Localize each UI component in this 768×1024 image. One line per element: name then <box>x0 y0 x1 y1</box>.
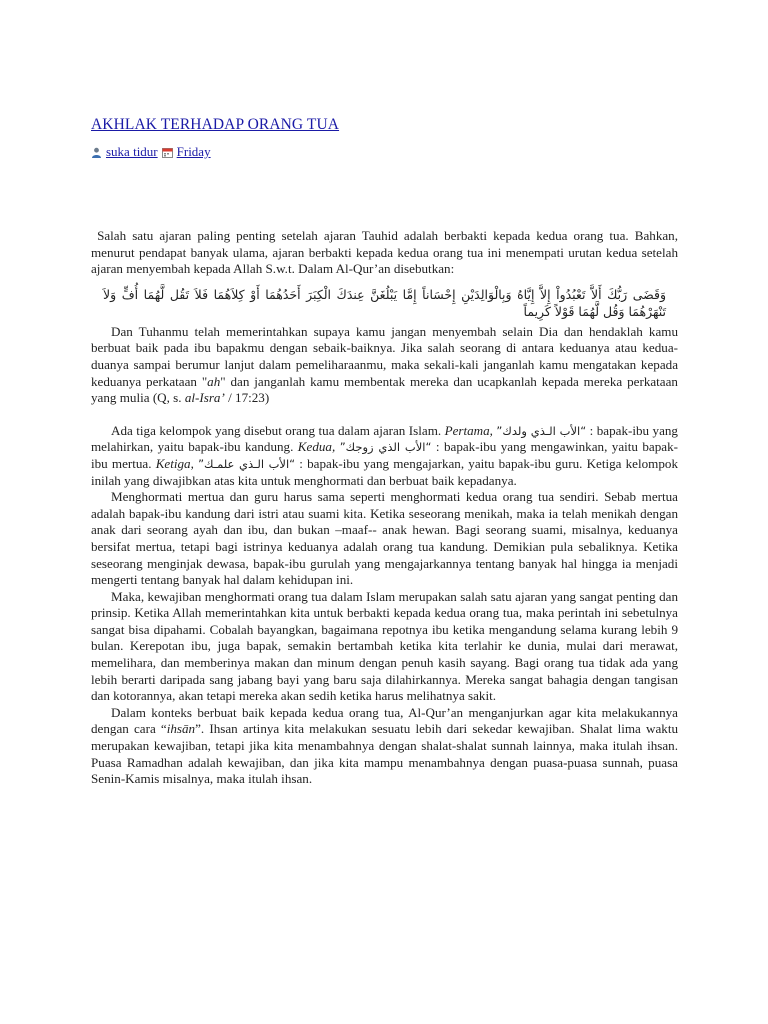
article-body <box>91 228 678 788</box>
calendar-icon <box>162 147 173 158</box>
paragraph-kewajiban: Maka, kewajiban menghormati orang tua dalam Islam merupakan salah satu ajaran yang sangat penting dan prinsip. Ketika Allah memerintahkan kita untuk berbakti kepada kedua orang tua, maka perintah ini sebetulnya sangat bisa dipahami. Cobalah bayangkan, bagaimana repotnya ibu ketika mengandung selama kurang lebih 9 bulan. Kerepotan ibu, juga bapak, semakin bertambah ketika kita terlahir ke dunia, mulai dari merawat, memelihara, dan memberinya makan dan minum dengan penuh kasih sayang. Bagi orang tua tidak ada yang lebih berarti daripada sang jabang bayi yang baru saja dilahirkannya. Mereka sangat bahagia dengan tangisan dan kotorannya, akan tetapi mereka akan sedih ketika harus melihatnya sakit. <box>91 588 678 704</box>
paragraph-intro: Salah satu ajaran paling penting setelah ajaran Tauhid adalah berbakti kepada kedua orang tua. Bahkan, menurut pendapat banyak ulama, ajaran berbakti kepada kedua orang tua ini menempati urutan kedua setelah ajaran menyembah kepada Allah S.w.t. Dalam Al-Qur’an disebutkan: <box>91 228 678 277</box>
author-link[interactable]: suka tidur <box>106 144 158 159</box>
paragraph-mertua-guru: Menghormati mertua dan guru harus sama seperti menghormati kedua orang tua sendiri. Sebab mertua adalah bapak-ibu kandung dari istri atau suami kita. Ketika seseorang menikah, maka ia telah menikah dengan anak dari seorang ayah dan ibu, dan bukan –maaf-- anak hewan. Bagi seorang suami, misalnya, keduanya bersifat mertua, tetapi bagi istrinya keduanya adalah orang tua kandung. Demikian pula sebaliknya. Ketika seseorang menginjak dewasa, bapak-ibu gurulah yang mengajarkannya tentang banyak hal hingga ia menjadi mengerti tentang banyak hal dalam kehidupan ini. <box>91 489 678 588</box>
quran-verse-arabic: وَقَضَى رَبُّكَ أَلاَّ تَعْبُدُواْ إِلاَّ إِيَّاهُ وَبِالْوَالِدَيْنِ إِحْسَاناً إِمَّا يَبْلُغَنَّ عِندَكَ الْكِبَرَ أَحَدُهُمَا أَوْ كِلاَهُمَا فَلاَ تَقُل لَّهُمَا أُفٍّ وَلاَ تَنْهَرْهُمَا وَقُل لَّهُمَا قَوْلاً كَرِيماً <box>103 286 666 319</box>
paragraph-three-groups: Ada tiga kelompok yang disebut orang tua dalam ajaran Islam. Pertama, “الأب الـذي ولدك” : bapak-ibu yang melahirkan, yaitu bapak-ibu kandung. Kedua, “الأب الذي زوجك” : bapak-ibu yang mengawinkan, yaitu bapak-ibu mertua. Ketiga, “الأب الـذي علمـك” : bapak-ibu yang mengajarkan, yaitu bapak-ibu guru. Ketiga kelompok inilah yang diwajibkan atas kita untuk menghormati dan berbuat baik kepadanya. <box>91 422 679 488</box>
date-link[interactable]: Friday <box>176 144 211 159</box>
post-title-link[interactable]: AKHLAK TERHADAP ORANG TUA <box>91 116 340 133</box>
user-icon <box>91 147 102 158</box>
post-meta <box>91 144 211 160</box>
paragraph-translation: Dan Tuhanmu telah memerintahkan supaya kamu jangan menyembah selain Dia dan hendaklah kamu berbuat baik pada ibu bapakmu dengan sebaik-baiknya. Jika salah seorang di antara keduanya atau kedua-duanya sampai berumur lanjut dalam pemeliharaanmu, maka sekali-kali janganlah kamu mengatakan kepada keduanya perkataan "ah" dan janganlah kamu membentak mereka dan ucapkanlah kepada mereka perkataan yang mulia (Q, s. al-Isra’ / 17:23) <box>91 323 678 406</box>
paragraph-ihsan: Dalam konteks berbuat baik kepada kedua orang tua, Al-Qur’an menganjurkan agar kita melakukannya dengan cara “ihsān”. Ihsan artinya kita melakukan sesuatu lebih dari sekedar kewajiban. Shalat lima waktu merupakan kewajiban, tetapi jika kita menambahnya dengan shalat-shalat sunnah lainnya, maka itulah ihsan. Puasa Ramadhan adalah kewajiban, dan jika kita mampu menambahnya dengan puasa-puasa sunnah, puasa Senin-Kamis misalnya, maka itulah ihsan. <box>91 704 678 787</box>
